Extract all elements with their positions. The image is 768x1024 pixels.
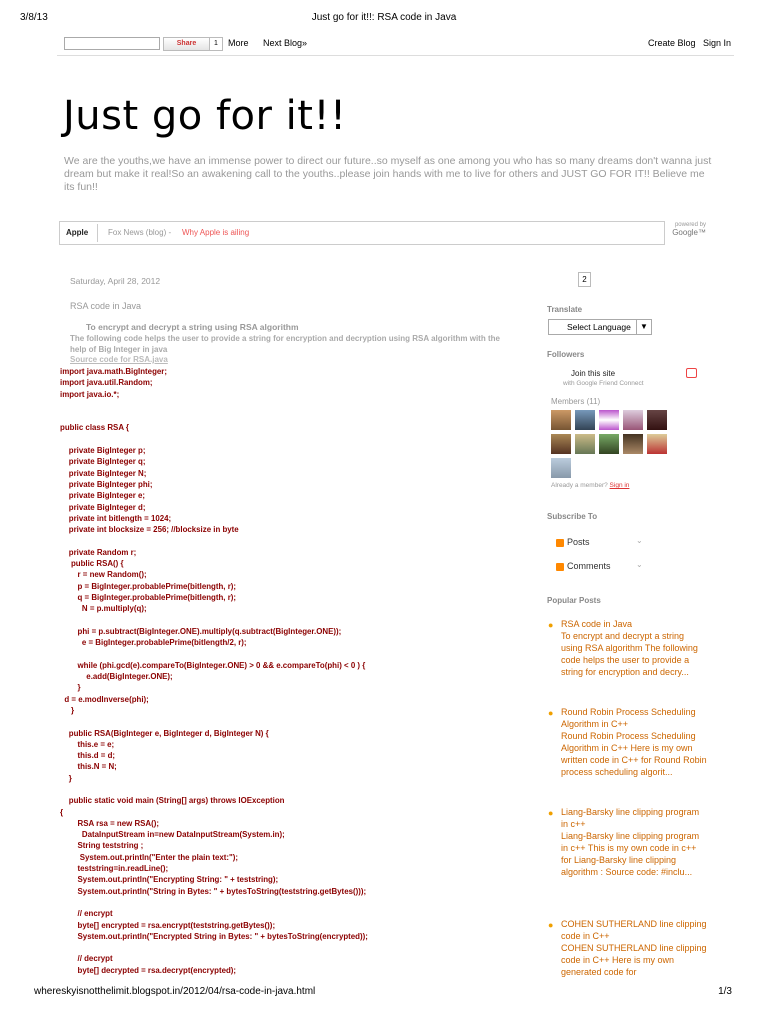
popular-posts-heading: Popular Posts [547,596,601,605]
member-avatar[interactable] [647,434,667,454]
language-select[interactable] [548,319,652,335]
bullet-icon: ● [548,920,554,930]
sidebar-share-count: 2 [578,272,591,287]
share-button[interactable]: Share [163,37,210,51]
popular-post-excerpt: To encrypt and decrypt a string using RSA algorithm The following code helps the user to provide a string for encryption and decry... [561,631,698,677]
next-blog-link[interactable]: Next Blog» [263,38,308,48]
popular-post-title[interactable]: RSA code in Java [561,619,633,629]
member-avatar[interactable] [575,434,595,454]
post-intro-text: The following code helps the user to provide a string for encryption and decryption using RSA algorithm with the help of Big Integer in java [70,334,500,354]
post-date: Saturday, April 28, 2012 [70,276,161,286]
popular-post [548,806,708,878]
more-link[interactable]: More [228,38,249,48]
rss-icon [556,539,564,547]
ad-headline-link[interactable]: Why Apple is ailing [182,228,250,237]
subscribe-posts[interactable] [556,537,590,547]
popular-post-excerpt: COHEN SUTHERLAND line clipping code in C++ Here is my own generated code for [561,943,707,977]
print-header [0,0,768,30]
member-avatar[interactable] [623,410,643,430]
member-avatar[interactable] [599,410,619,430]
search-input[interactable] [64,37,160,50]
blog-title[interactable]: Just go for it!! [63,93,347,139]
member-avatar[interactable] [551,434,571,454]
join-subtext: with Google Friend Connect [563,380,644,387]
ad-source: Fox News (blog) - [108,228,172,237]
print-date: 3/8/13 [20,12,48,23]
members-count: Members (11) [551,397,601,406]
popular-post-title[interactable]: COHEN SUTHERLAND line clipping code in C++ [561,919,707,941]
member-avatar[interactable] [551,410,571,430]
bullet-icon: ● [548,808,554,818]
share-count: 1 [209,37,223,51]
popular-post-title[interactable]: Liang-Barsky line clipping program in c++ [561,807,700,829]
member-avatar[interactable] [599,434,619,454]
rss-icon [556,563,564,571]
bullet-icon: ● [548,708,554,718]
bullet-icon: ● [548,620,554,630]
ad-divider [97,224,98,242]
followers-heading: Followers [547,350,585,359]
blogger-navbar [57,33,734,56]
print-url: whereskyisnotthelimit.blogspot.in/2012/04/rsa-code-in-java.html [34,986,316,997]
member-avatar[interactable] [551,458,571,478]
already-member-text: Already a member? [551,482,608,489]
friend-connect-icon[interactable] [686,368,697,378]
popular-post-excerpt: Round Robin Process Scheduling Algorithm in C++ Here is my own written code in C++ for Round Robin process scheduling algorit... [561,731,707,777]
post-title[interactable]: RSA code in Java [70,301,142,311]
popular-post-excerpt: Liang-Barsky line clipping program in c++ This is my own code in c++ for Liang-Barsky line clipping algorithm : Source code: #inclu... [561,831,700,877]
popular-post [548,918,708,978]
news-ad-bar [59,221,665,245]
translate-heading: Translate [547,305,583,314]
powered-by-google [668,222,706,237]
popular-post [548,618,708,678]
powered-label: powered by [674,222,706,228]
join-site-link[interactable]: Join this site [571,369,616,378]
language-select-label: Select Language [567,322,631,332]
post-intro-heading: To encrypt and decrypt a string using RSA algorithm [86,322,299,332]
blog-description: We are the youths,we have an immense power to direct our future..so myself as one among you who has so many dreams don't wanna just dream but make it real!So an awakening call to the youths..please join hands with me to live for others and JUST GO FOR IT!! Believe me its fun!! [64,155,712,193]
member-avatar[interactable] [623,434,643,454]
code-block: import java.math.BigInteger; import java.util.Random; import java.io.*; public class RSA { private BigInteger p; private BigInteger q; private BigInteger N; private BigInteger phi; private BigInteger e; private BigInteger d; private int bitlength = 1024; private int blocksize = 256; //blocksize in byte private Random r; public RSA() { r = new Random(); p = BigInteger.probablePrime(bitlength, r); q = BigInteger.probablePrime(bitlength, r); N = p.multiply(q); phi = p.subtract(BigInteger.ONE).multiply(q.subtract(BigInteger.ONE)); e = BigInteger.probablePrime(bitlength/2, r); while (phi.gcd(e).compareTo(BigInteger.ONE) > 0 && e.compareTo(phi) < 0 ) { e.add(BigInteger.ONE); } d = e.modInverse(phi); } public RSA(BigInteger e, BigInteger d, BigInteger N) { this.e = e; this.d = d; this.N = N; } public static void main (String[] args) throws IOException { RSA rsa = new RSA(); DataInputStream in=new DataInputStream(System.in); String teststring ; System.out.println("Enter the plain text:"); teststring=in.readLine(); System.out.println("Encrypting String: " + teststring); System.out.println("String in Bytes: " + bytesToString(teststring.getBytes())); // encrypt byte[] encrypted = rsa.encrypt(teststring.getBytes()); System.out.println("Encrypted String in Bytes: " + bytesToString(encrypted)); // decrypt byte[] decrypted = rsa.decrypt(encrypted); [60,367,368,975]
google-logo: Google™ [672,228,706,237]
source-code-link[interactable]: Source code for RSA.java [70,355,168,364]
subscribe-comments[interactable] [556,561,611,571]
subscribe-heading: Subscribe To [547,512,598,521]
sidebar-sign-in-link[interactable]: Sign in [609,482,630,489]
subscribe-posts-label: Posts [567,537,590,547]
subscribe-comments-label: Comments [567,561,611,571]
print-page-number: 1/3 [718,986,732,997]
popular-post-title[interactable]: Round Robin Process Scheduling Algorithm in C++ [561,707,696,729]
already-member [551,482,629,489]
member-avatar[interactable] [575,410,595,430]
chevron-down-icon[interactable]: ⌄ [636,560,643,569]
print-title: Just go for it!!: RSA code in Java [311,12,457,23]
ad-label: Apple [66,228,89,237]
chevron-down-icon[interactable]: ⌄ [636,536,643,545]
popular-post [548,706,708,778]
create-blog-link[interactable]: Create Blog [648,38,696,48]
dropdown-arrow-icon: ▼ [636,320,651,334]
sign-in-link[interactable]: Sign In [703,38,732,48]
member-avatar[interactable] [647,410,667,430]
print-footer [0,986,768,1024]
